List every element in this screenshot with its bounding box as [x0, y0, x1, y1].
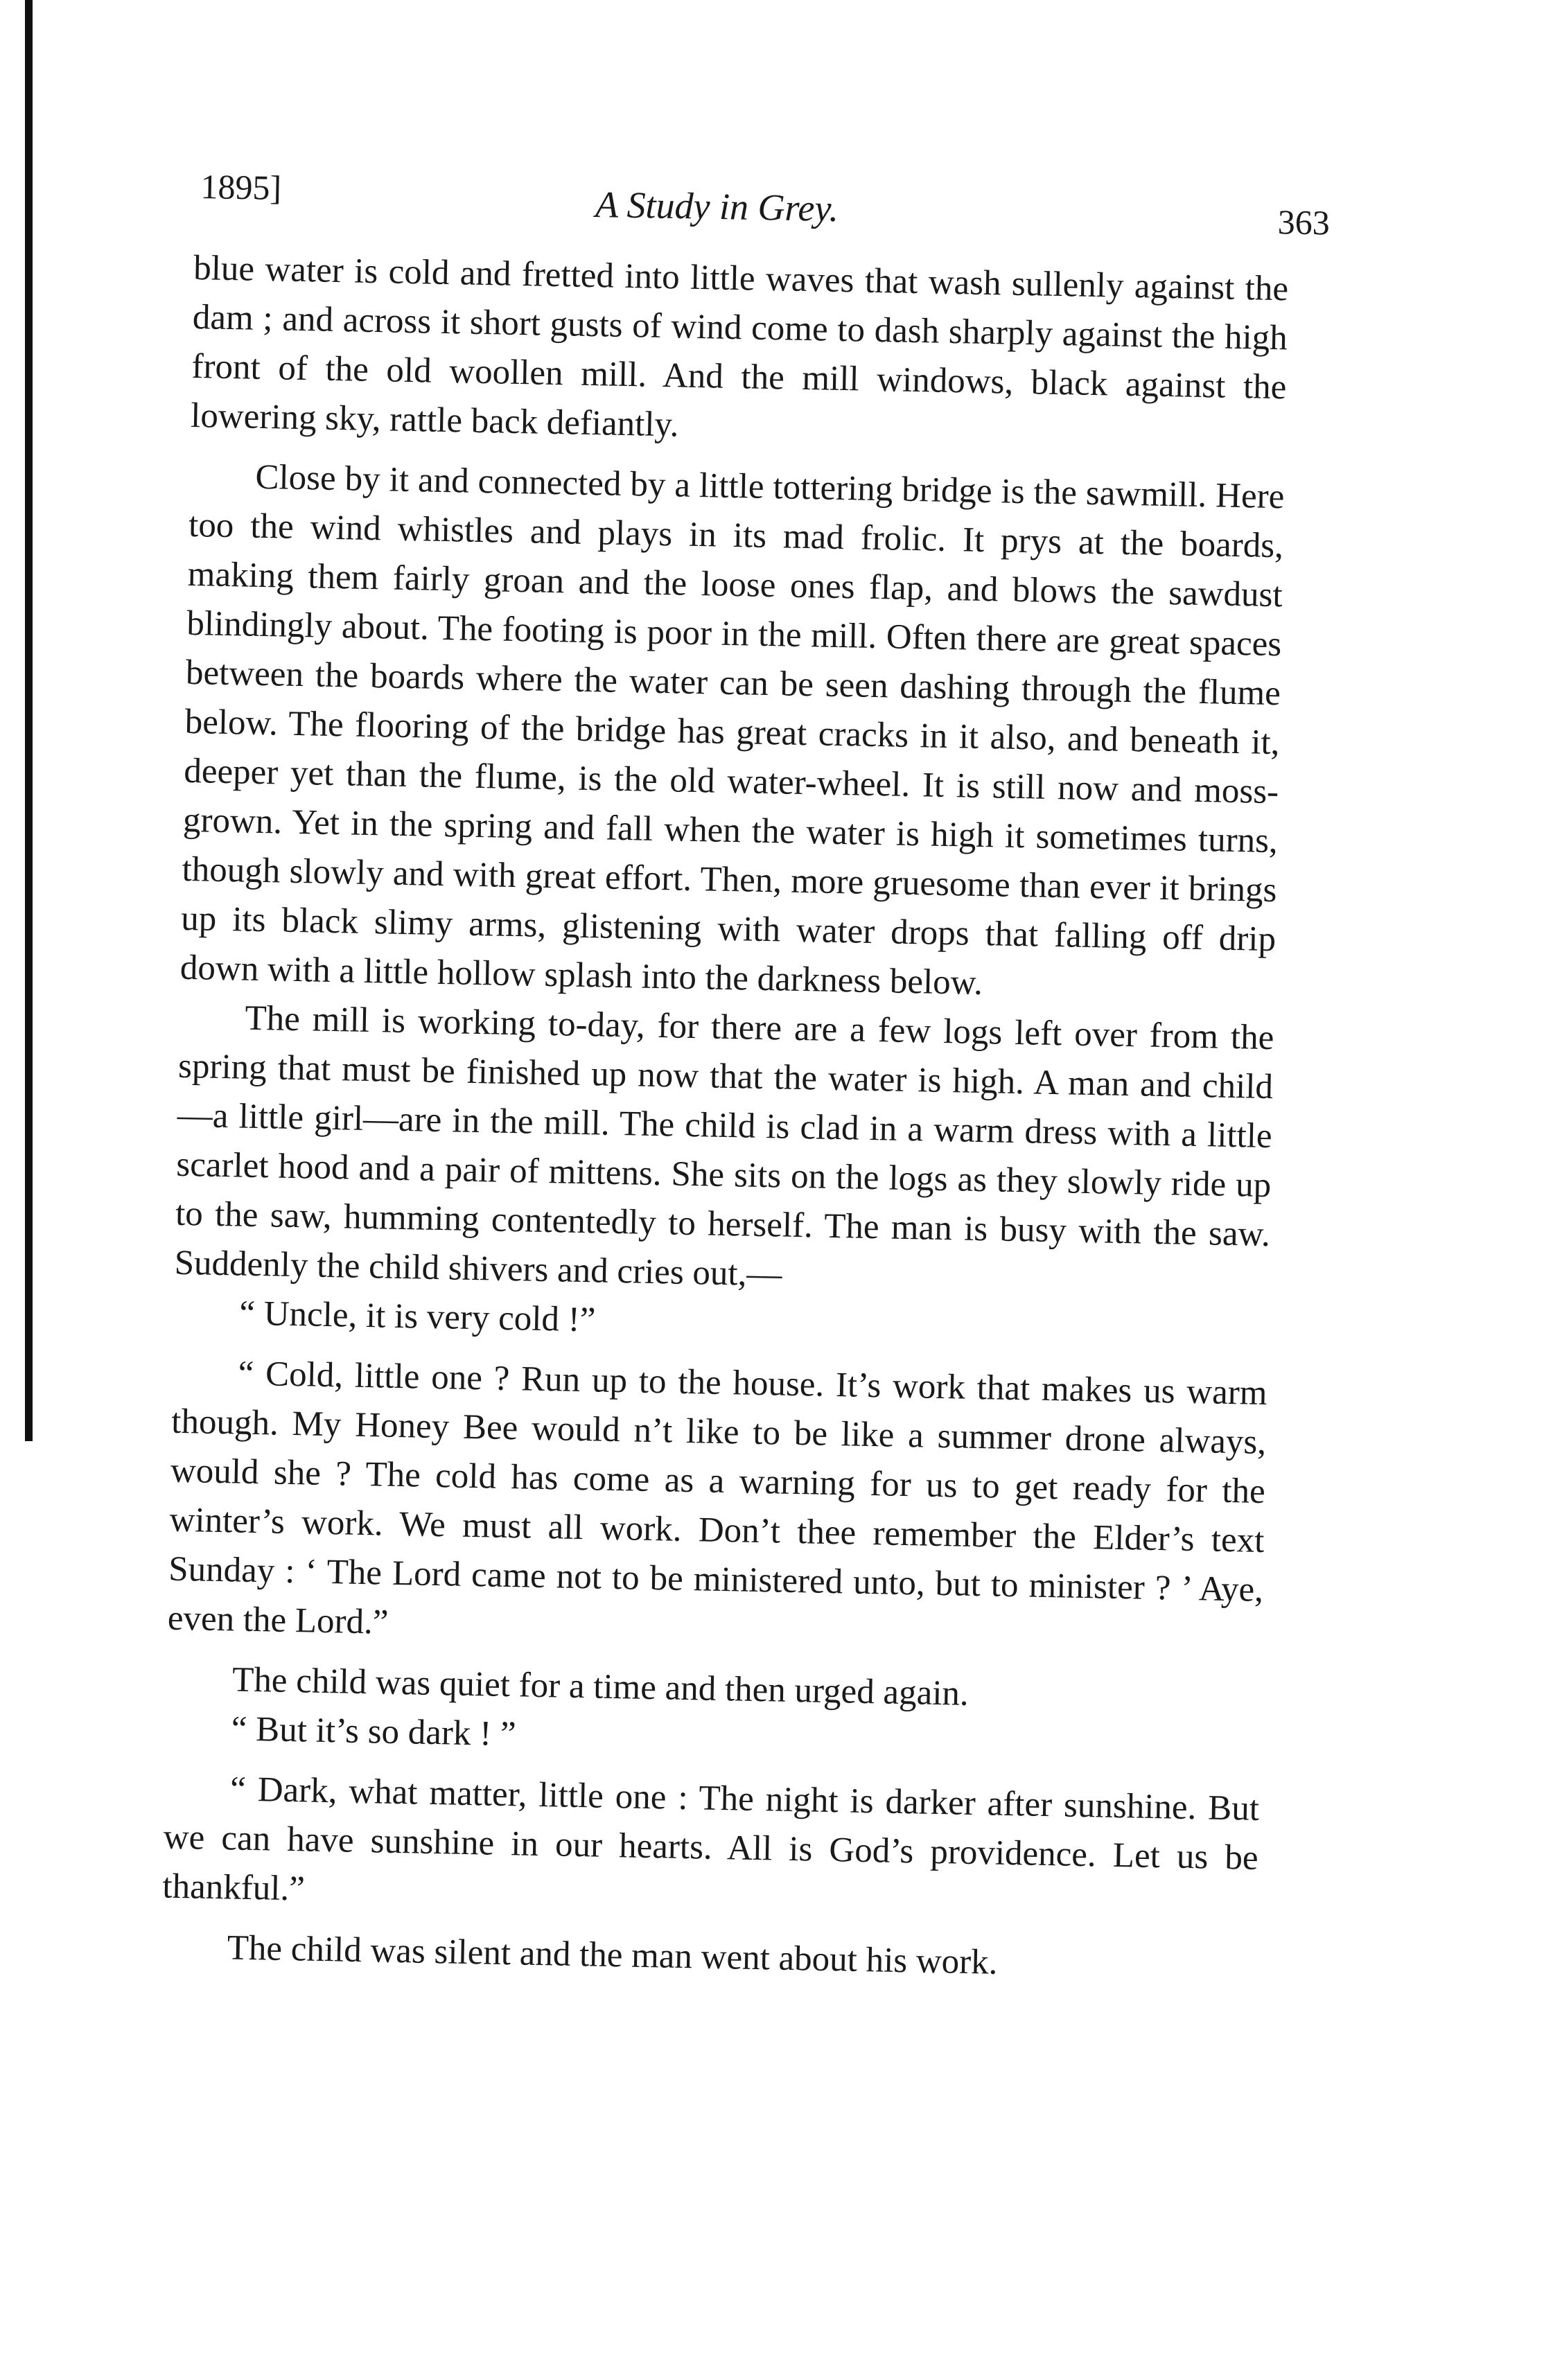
paragraph-6: The child was quiet for a time and then urged again.	[231, 1660, 970, 1713]
header-year: 1895]	[200, 166, 282, 208]
paragraph-8: “ Dark, what matter, little one : The night is darker after sunshine. But we can have sunshine in our hearts. All is God’s providence. Let us be thankful.”	[161, 1770, 1260, 1909]
paragraph-1: blue water is cold and fretted into little waves that wash sullenly against the dam ; and across it short gusts of wind come to dash sharply against the high front of the old woollen mill. And the mill windows, black against the lowering sky, rattle back defiantly.	[190, 248, 1289, 445]
paragraph-9: The child was silent and the man went about his work.	[227, 1928, 998, 1982]
page-edge-rule	[25, 0, 33, 1441]
paragraph-5: “ Cold, little one ? Run up to the house. It’s work that makes us warm though. My Honey Bee would n’t like to be like a summer drone always, would she ? The cold has come as a warning for us to get ready for the winter’s work. We must all work. Don’t thee remember the Elder’s text Sunday : ‘ The Lord came not to be ministered unto, but to minister ? ’ Aye, even the Lord.”	[167, 1354, 1267, 1642]
paragraph-7: “ But it’s so dark ! ”	[231, 1709, 517, 1754]
running-header	[200, 166, 1331, 255]
paragraph-2: Close by it and connected by a little tottering bridge is the sawmill. Here too the wind whistles and plays in its mad frolic. It prys at the boards, making them fairly groan and the loose ones flap, and blows the sawdust blindingly about. The footing is poor in the mill. Often there are great spaces between the boards where the water can be seen dashing through the flume below. The flooring of the bridge has great cracks in it also, and beneath it, deeper yet than the flume, is the old water-wheel. It is still now and moss-grown. Yet in the spring and fall when the water is high it sometimes turns, though slowly and with great effort. Then, more gruesome than ever it brings up its black slimy arms, glistening with water drops that falling off drip down with a little hollow splash into the darkness below.	[179, 457, 1285, 1003]
page-number: 363	[1277, 202, 1331, 243]
header-title: A Study in Grey.	[595, 183, 839, 230]
paragraph-3: The mill is working to-day, for there are a few logs left over from the spring that must be finished up now that the water is high. A man and child—a little girl—are in the mill. The child is clad in a warm dress with a little scarlet hood and a pair of mittens. She sits on the logs as they slowly ride up to the saw, humming contentedly to herself. The man is busy with the saw. Suddenly the child shivers and cries out,—	[174, 998, 1274, 1294]
paragraph-4: “ Uncle, it is very cold !”	[238, 1294, 596, 1340]
body-text	[161, 244, 1289, 1993]
